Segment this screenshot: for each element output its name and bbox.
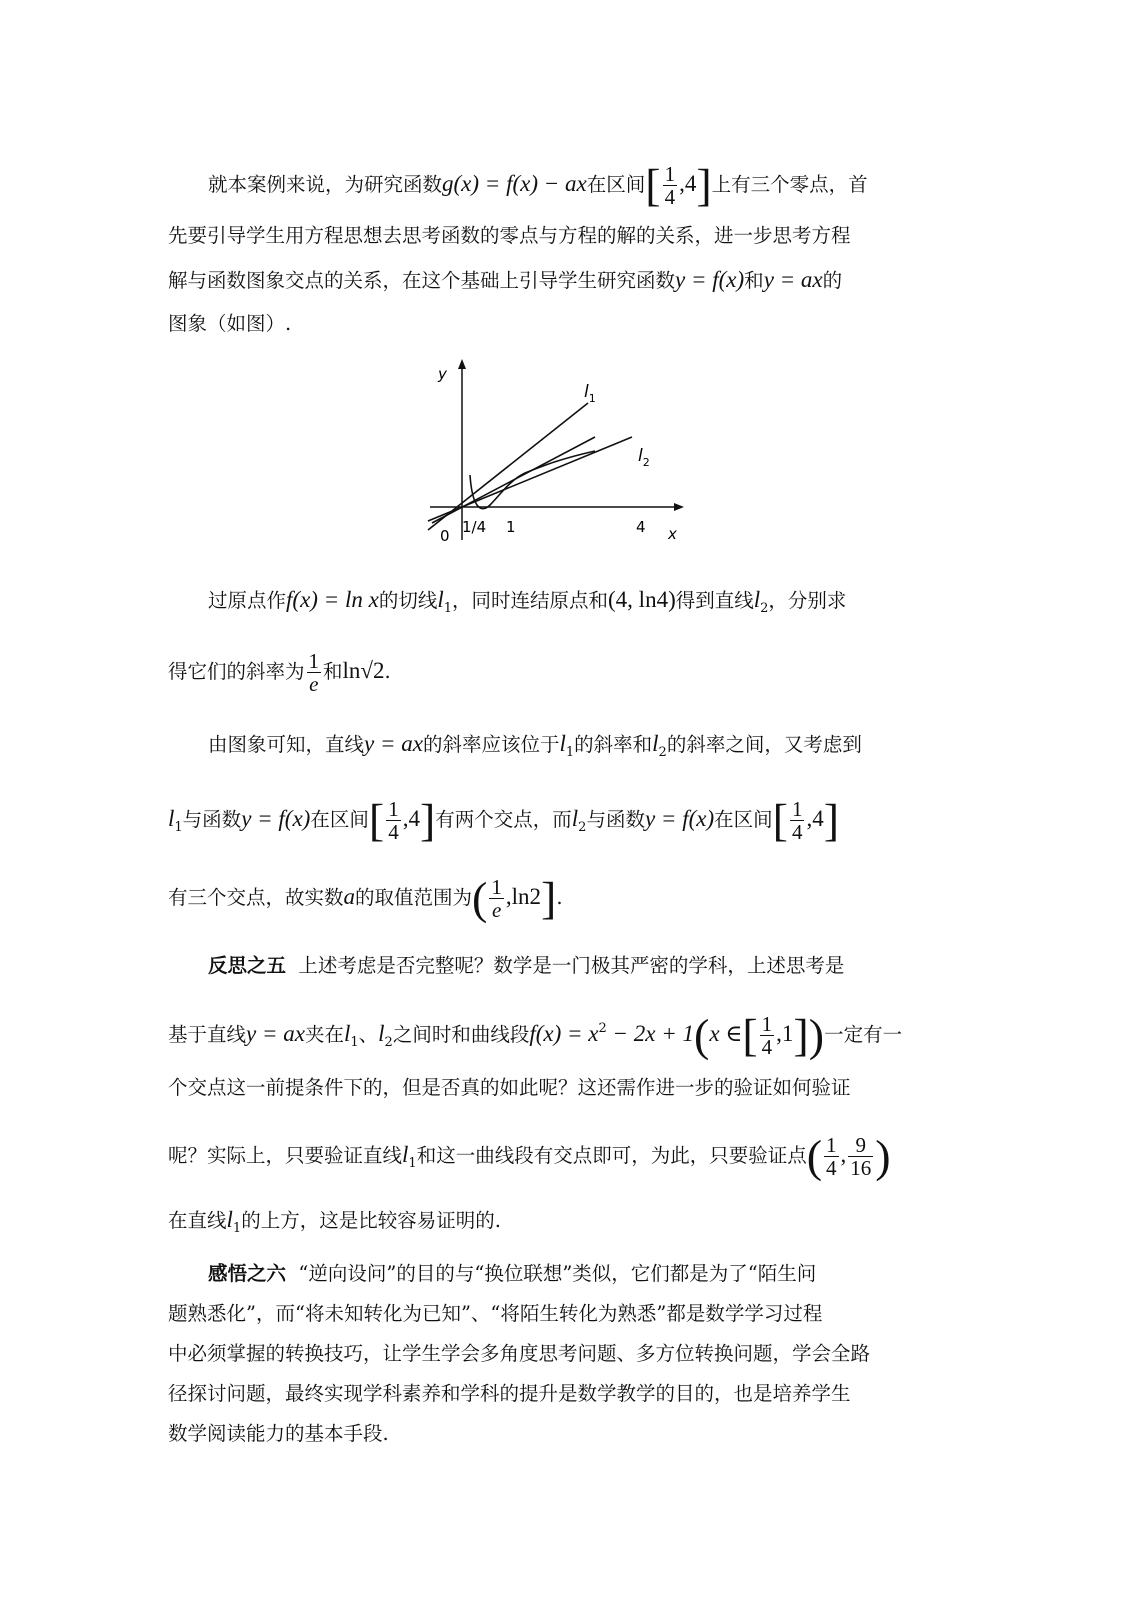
frac-num: 1: [388, 797, 399, 821]
bracket-left: [: [772, 794, 788, 846]
y-axis-arrow: [458, 359, 466, 369]
math-x-in: x ∈: [709, 1021, 743, 1046]
para5-line1: [168, 1254, 943, 1294]
text: 和: [323, 660, 343, 683]
frac-num: 1: [491, 875, 502, 899]
fraction-quarter: [386, 798, 401, 843]
text: 的斜率之间，又考虑到: [666, 733, 862, 756]
text: 上述考虑是否完整呢？数学是一门极其严密的学科，上述思考是: [298, 954, 845, 977]
text: 的取值范围为: [355, 886, 473, 909]
para1-line2: 先要引导学生用方程思想去思考函数的零点与方程的解的关系，进一步思考方程: [168, 224, 851, 247]
fraction-one-over-e: [307, 650, 322, 695]
para3-line1: [168, 722, 943, 766]
bracket-left: [: [742, 1009, 758, 1061]
bracket-right: ]: [696, 159, 712, 211]
frac-num: 1: [826, 1133, 837, 1157]
math-l1: l: [168, 806, 175, 831]
subscript: 1: [174, 820, 183, 835]
text: 、: [358, 1023, 379, 1046]
text: 就本案例来说，为研究函数: [208, 173, 443, 196]
subscript: 2: [760, 601, 769, 616]
text: 的斜率应该位于: [422, 733, 560, 756]
para4-line2: [168, 1002, 943, 1061]
paragraph-tangent: [168, 578, 943, 698]
text: 在直线: [168, 1209, 227, 1232]
subscript: 1: [408, 1156, 417, 1171]
math-yfx: y = f(x): [675, 267, 745, 292]
para1-line1: [168, 158, 943, 210]
frac-num: 1: [791, 797, 803, 821]
text: 有两个交点，而: [435, 808, 572, 831]
interval-rest: ,1: [776, 1021, 794, 1046]
para4-line3: 个交点这一前提条件下的，但是否真的如此呢？这还需作进一步的验证如何验证: [168, 1076, 851, 1099]
para4-line5: [168, 1198, 943, 1242]
text: 的上方，这是比较容易证明的.: [241, 1209, 501, 1232]
math-yax: y = ax: [246, 1021, 305, 1046]
text: 上有三个零点，首: [711, 173, 868, 196]
frac-num: 1: [308, 649, 320, 673]
paren-left: (: [472, 872, 488, 924]
frac-den: 4: [761, 1035, 773, 1059]
text: 在区间: [310, 808, 369, 831]
tick-label-four: 4: [636, 518, 646, 536]
function-graph-figure: [410, 355, 700, 555]
math-lnx: f(x) = ln x: [286, 587, 379, 612]
paren-left: (: [806, 1130, 823, 1182]
para1-line3: [168, 260, 943, 304]
origin-label: 0: [440, 527, 450, 545]
para1-line4: 图象（如图）.: [168, 312, 292, 335]
para2-line1: [168, 578, 943, 622]
para5-line5: 数学阅读能力的基本手段.: [168, 1422, 389, 1445]
math-yfx: y = f(x): [644, 806, 715, 831]
text: 得到直线: [675, 589, 754, 612]
paragraph-intro: [168, 158, 943, 348]
subscript: 1: [443, 601, 452, 616]
text: 得它们的斜率为: [168, 660, 305, 683]
text: 有三个交点，故实数: [168, 886, 344, 909]
math-yfx: y = f(x): [241, 806, 311, 831]
text: ，同时连结原点和: [452, 589, 609, 612]
text: 的: [822, 269, 843, 292]
subscript: 2: [658, 745, 667, 760]
frac-den: 4: [388, 820, 399, 844]
frac-den: e: [309, 672, 319, 696]
fraction-quarter: [663, 163, 678, 208]
math-l2: l: [753, 587, 761, 612]
math-l2: l: [571, 806, 579, 831]
heading-reflection-five: 反思之五: [208, 954, 287, 977]
math-l1: l: [343, 1021, 351, 1046]
text: 和: [744, 269, 764, 292]
subscript: 1: [350, 1035, 359, 1050]
para3-line2: [168, 792, 943, 846]
bracket-right: ]: [823, 794, 840, 846]
frac-num: 1: [664, 162, 676, 186]
bracket-left: [: [645, 159, 661, 211]
interval-rest: ,ln2: [505, 884, 541, 909]
math-l1: l: [402, 1142, 409, 1167]
bracket-right: ]: [419, 794, 436, 846]
para5-line2: 题熟悉化”，而“将未知转化为已知”、“将陌生转化为熟悉”都是数学学习过程: [168, 1302, 823, 1325]
text: 与函数: [586, 808, 645, 831]
fraction-nine-sixteenths: [848, 1134, 873, 1179]
tick-label-one: 1: [506, 518, 516, 536]
subscript: 1: [565, 745, 575, 760]
heading-insight-six: 感悟之六: [208, 1262, 287, 1285]
para5-line3: 中必须掌握的转换技巧，让学生学会多角度思考问题、多方位转换问题，学会全路: [168, 1342, 871, 1365]
paragraph-insight-six: [168, 1254, 943, 1454]
frac-den: 4: [826, 1156, 837, 1180]
para4-line1: [168, 944, 943, 988]
paragraph-slope-range: [168, 722, 943, 924]
text: 解与函数图象交点的关系，在这个基础上引导学生研究函数: [168, 269, 676, 292]
bracket-right: ]: [541, 872, 557, 924]
frac-den: 4: [664, 185, 676, 209]
text: 由图象可知，直线: [208, 733, 365, 756]
x-axis-arrow: [674, 503, 684, 511]
math-yax: y = ax: [364, 731, 423, 756]
math-gx: g(x) = f(x) − ax: [442, 171, 587, 196]
subscript: 1: [232, 1221, 242, 1236]
text: 与函数: [182, 808, 242, 831]
math-l2: l: [378, 1021, 385, 1046]
bracket-left: [: [368, 794, 385, 846]
math-l2: l: [652, 731, 659, 756]
fraction-one-over-e: [489, 876, 504, 921]
frac-num: 1: [761, 1012, 773, 1036]
math-point: (4, ln4): [608, 587, 676, 612]
para2-line2: [168, 644, 943, 698]
fraction-quarter: [824, 1134, 839, 1179]
math-ln-sqrt2: ln√2: [342, 658, 385, 683]
para3-line3: [168, 870, 943, 924]
interval-rest: ,4: [806, 806, 824, 831]
math-a: a: [343, 884, 356, 909]
text: “逆向设问”的目的与“换位联想”类似，它们都是为了“陌生问: [298, 1262, 817, 1285]
text: 一定有一: [824, 1023, 903, 1046]
math-l1: l: [437, 587, 444, 612]
paren-left: (: [694, 1009, 710, 1061]
text: 在区间: [586, 173, 646, 196]
interval-rest: ,4: [402, 806, 420, 831]
math-fx-quadratic-rest: − 2x + 1: [606, 1021, 695, 1046]
line-label-l2: $l_2$: [638, 446, 650, 469]
text: 在区间: [714, 808, 773, 831]
math-l1: l: [559, 731, 566, 756]
interval-rest: ,4: [679, 171, 697, 196]
bracket-right: ]): [793, 1009, 825, 1061]
paragraph-reflection-five: [168, 944, 943, 1242]
frac-num: 9: [848, 1134, 873, 1157]
frac-den: e: [491, 898, 502, 922]
y-axis-label: y: [438, 365, 447, 383]
text: 的斜率和: [574, 733, 653, 756]
frac-den: 16: [850, 1156, 872, 1180]
frac-den: 4: [791, 820, 803, 844]
text: ，分别求: [768, 589, 847, 612]
text: 和这一曲线段有交点即可，为此，只要验证点: [416, 1144, 807, 1167]
tick-label-quarter: 1/4: [462, 518, 487, 536]
paren-right: ): [875, 1130, 891, 1182]
subscript: 2: [578, 820, 587, 835]
subscript: 2: [384, 1035, 393, 1050]
math-fx-quadratic: f(x) = x: [529, 1021, 599, 1046]
text: 呢？实际上，只要验证直线: [168, 1144, 403, 1167]
comma: ,: [840, 1142, 847, 1167]
text: 之间时和曲线段: [392, 1023, 530, 1046]
math-l1: l: [226, 1207, 233, 1232]
text: 过原点作: [208, 589, 287, 612]
fraction-quarter: [790, 798, 805, 843]
fraction-quarter: [760, 1013, 775, 1058]
text: 的切线: [378, 589, 438, 612]
para4-line4: [168, 1128, 943, 1182]
text: .: [384, 660, 391, 683]
text: 夹在: [304, 1023, 344, 1046]
math-yax: y = ax: [763, 267, 823, 292]
para5-line4: 径探讨问题，最终实现学科素养和学科的提升是数学教学的目的，也是培养学生: [168, 1382, 851, 1405]
line-label-l1: $l_1$: [584, 382, 596, 405]
text: 基于直线: [168, 1023, 247, 1046]
text: .: [556, 886, 563, 909]
superscript: 2: [598, 1021, 607, 1036]
x-axis-label: x: [668, 525, 677, 543]
